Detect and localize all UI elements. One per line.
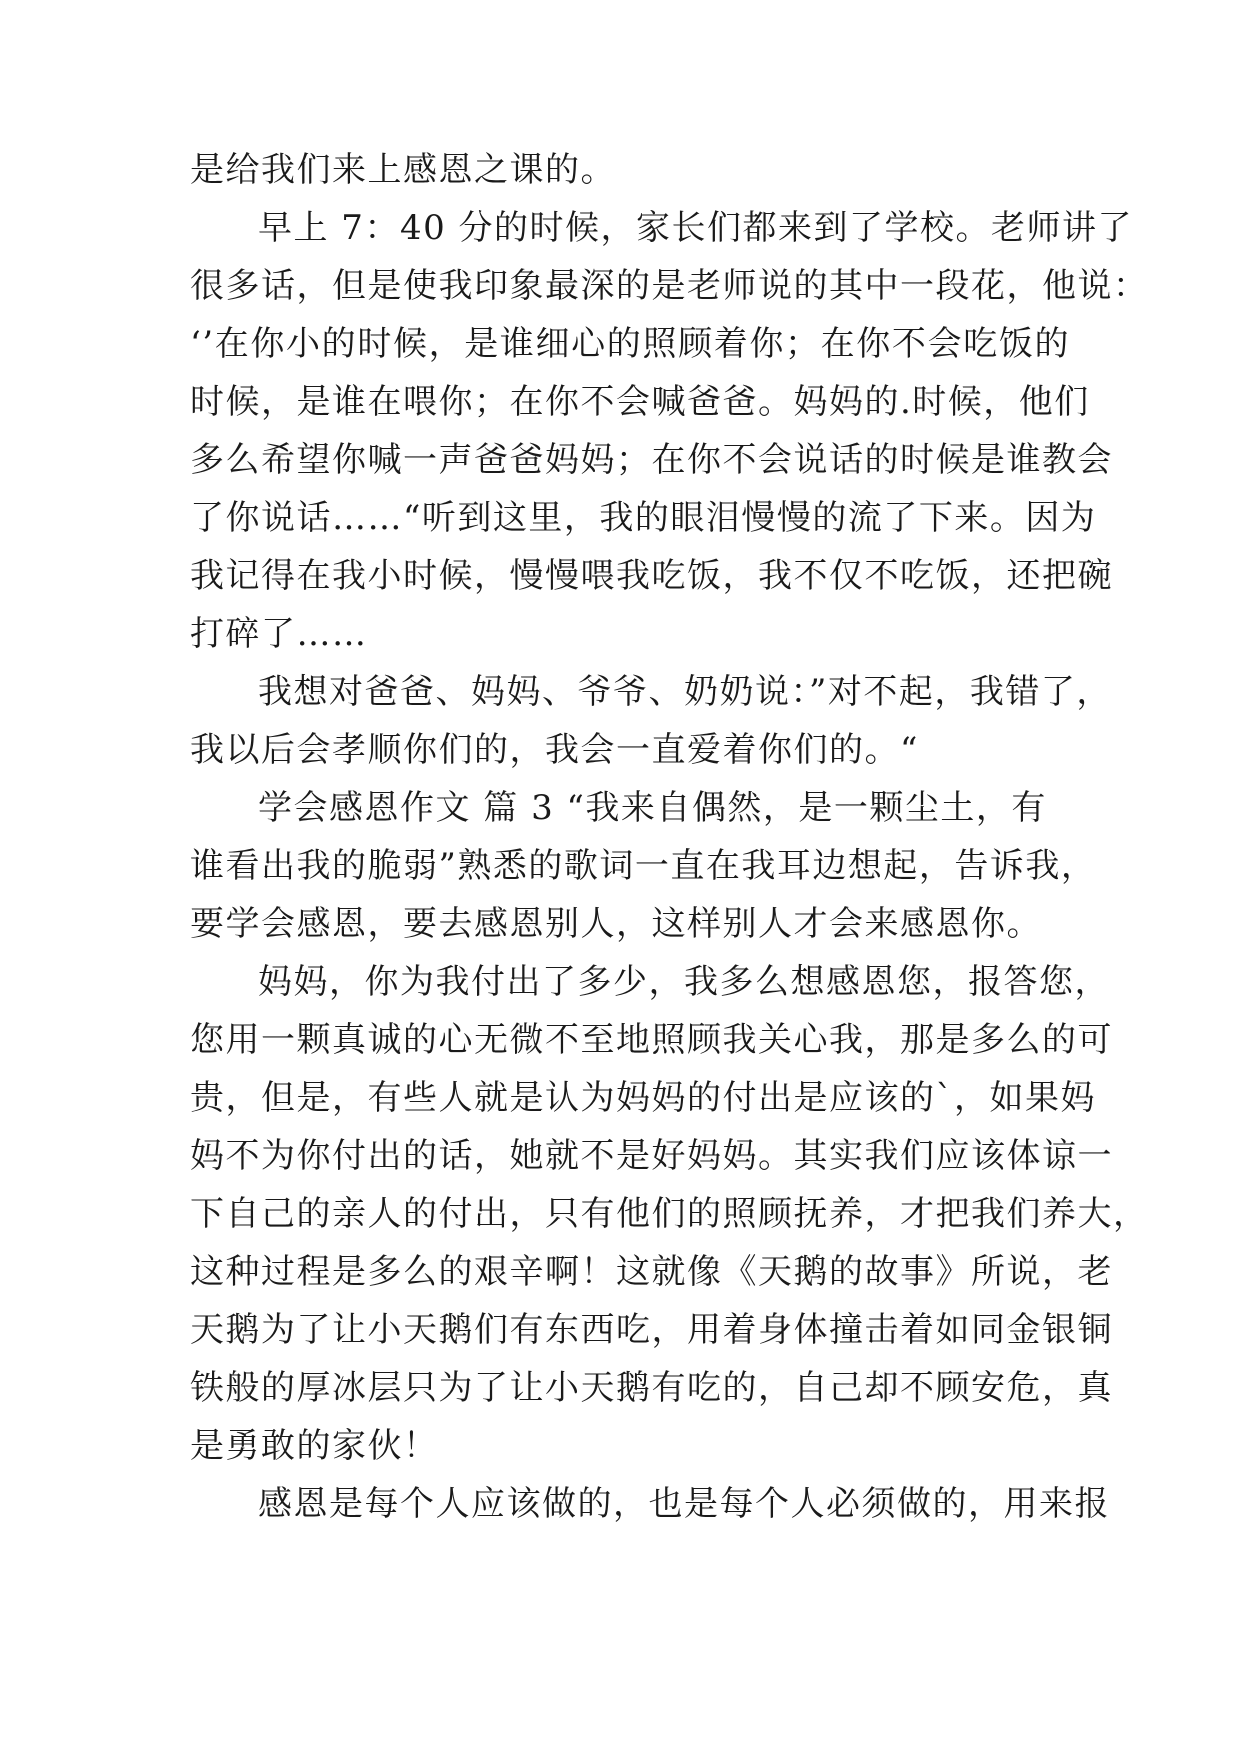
text-line: 这种过程是多么的艰辛啊！这就像《天鹅的故事》所说，老 [190, 1252, 1113, 1292]
text-line: 很多话，但是使我印象最深的是老师说的其中一段花，他说： [190, 266, 1149, 306]
text-line: 天鹅为了让小天鹅们有东西吃，用着身体撞击着如同金银铜 [190, 1310, 1113, 1350]
text-line: 贵，但是，有些人就是认为妈妈的付出是应该的`，如果妈 [190, 1078, 1096, 1118]
text-line: 早上 7：40 分的时候，家长们都来到了学校。老师讲了 [258, 208, 1134, 248]
text-line: 是给我们来上感恩之课的。 [190, 150, 616, 190]
text-line: 下自己的亲人的付出，只有他们的照顾抚养，才把我们养大， [190, 1194, 1149, 1234]
section-heading-line: 学会感恩作文 篇 3 “我来自偶然，是一颗尘土，有 [258, 788, 1047, 828]
text-line: ‘’在你小的时候，是谁细心的照顾着你；在你不会吃饭的 [190, 324, 1070, 364]
text-line: 了你说话……“听到这里，我的眼泪慢慢的流了下来。因为 [190, 498, 1097, 538]
text-line: 打碎了…… [190, 614, 368, 654]
text-line: 要学会感恩，要去感恩别人，这样别人才会来感恩你。 [190, 904, 1042, 944]
text-line: 您用一颗真诚的心无微不至地照顾我关心我，那是多么的可 [190, 1020, 1113, 1060]
text-line: 感恩是每个人应该做的，也是每个人必须做的，用来报 [258, 1484, 1110, 1524]
text-line: 时候，是谁在喂你；在你不会喊爸爸。妈妈的.时候，他们 [190, 382, 1090, 422]
text-line: 我以后会孝顺你们的，我会一直爱着你们的。“ [190, 730, 919, 770]
text-line: 多么希望你喊一声爸爸妈妈；在你不会说话的时候是谁教会 [190, 440, 1113, 480]
text-line: 谁看出我的脆弱”熟悉的歌词一直在我耳边想起，告诉我， [190, 846, 1097, 886]
text-line: 铁般的厚冰层只为了让小天鹅有吃的，自己却不顾安危，真 [190, 1368, 1113, 1408]
text-line: 妈妈，你为我付出了多少，我多么想感恩您，报答您， [258, 962, 1110, 1002]
text-line: 妈不为你付出的话，她就不是好妈妈。其实我们应该体谅一 [190, 1136, 1113, 1176]
text-line: 我记得在我小时候，慢慢喂我吃饭，我不仅不吃饭，还把碗 [190, 556, 1113, 596]
text-line: 是勇敢的家伙！ [190, 1426, 439, 1466]
text-line: 我想对爸爸、妈妈、爷爷、奶奶说：”对不起，我错了， [258, 672, 1112, 712]
